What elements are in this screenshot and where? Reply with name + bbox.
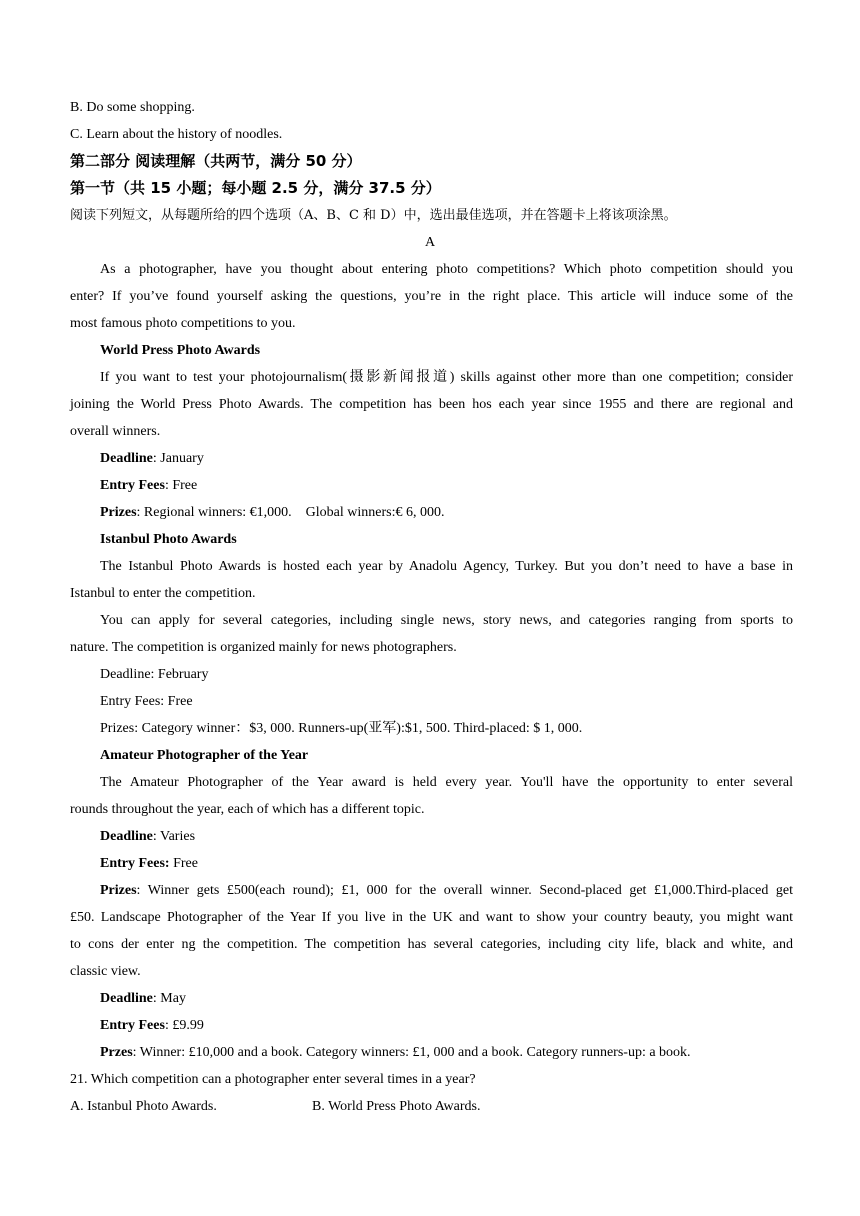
value: : Varies (152, 829, 196, 844)
section1-heading: 第一节（共 15 小题；每小题 2.5 分，满分 37.5 分） (70, 179, 441, 197)
value: : May (152, 991, 186, 1006)
landscape-deadline (100, 990, 793, 1008)
label: Prizes (100, 505, 137, 520)
amateur-line-4: to cons der enter ng the competition. The competition has several categories, including city life, black and white, and (70, 937, 793, 952)
question-21-option-b: B. World Press Photo Awards. (312, 1099, 481, 1114)
istanbul-title: Istanbul Photo Awards (100, 532, 237, 547)
landscape-fees (100, 1017, 793, 1035)
label: Entry Fees (100, 1018, 165, 1033)
label: Przes (100, 1045, 133, 1060)
label: Deadline (100, 451, 153, 466)
label: Deadline (100, 991, 153, 1006)
value: : £9.99 (164, 1018, 204, 1033)
passage-label: A (424, 235, 436, 250)
world-press-line-3: overall winners. (70, 424, 161, 439)
label: Entry Fees: (100, 856, 170, 871)
question-21-option-a: A. Istanbul Photo Awards. (70, 1099, 217, 1114)
instructions: 阅读下列短文，从每题所给的四个选项（A、B、C 和 D）中，选出最佳选项，并在答题卡上将该项涂黑。 (70, 208, 677, 223)
istanbul-line-4: nature. The competition is organized mainly for news photographers. (70, 640, 457, 655)
label: Deadline (100, 829, 153, 844)
value: : Free (164, 478, 198, 493)
label: Prizes (100, 883, 137, 898)
amateur-fees (100, 855, 793, 873)
intro-line-1: As a photographer, have you thought about entering photo competitions? Which photo competition should you (100, 262, 793, 277)
option-b-prev: B. Do some shopping. (70, 100, 195, 115)
landscape-prizes (100, 1044, 793, 1062)
label: Entry Fees (100, 478, 165, 493)
istanbul-line-3: You can apply for several categories, including single news, story news, and categories ranging from sports to (100, 613, 793, 628)
world-press-prizes (100, 504, 793, 522)
intro-line-3: most famous photo competitions to you. (70, 316, 296, 331)
world-press-title: World Press Photo Awards (100, 343, 261, 358)
part2-heading: 第二部分 阅读理解（共两节，满分 50 分） (70, 152, 362, 170)
amateur-line-5: classic view. (70, 964, 141, 979)
world-press-line-1: If you want to test your photojournalism(摄影新闻报道) skills against other more than one competition; consider (100, 370, 793, 385)
value: : Winner gets £500(each round); £1, 000 for the overall winner. Second-placed get £1,000.Third-placed get (136, 883, 793, 898)
question-21-stem: 21. Which competition can a photographer enter several times in a year? (70, 1072, 476, 1087)
istanbul-deadline: Deadline: February (100, 667, 209, 682)
istanbul-line-1: The Istanbul Photo Awards is hosted each year by Anadolu Agency, Turkey. But you don’t need to have a base in (100, 559, 793, 574)
world-press-fees (100, 477, 793, 495)
amateur-line-1: The Amateur Photographer of the Year award is held every year. You'll have the opportunity to enter several (100, 775, 793, 790)
istanbul-fees: Entry Fees: Free (100, 694, 193, 709)
intro-line-2: enter? If you’ve found yourself asking the questions, you’re in the right place. This article will induce some of the (70, 289, 793, 304)
value: : Winner: £10,000 and a book. Category winners: £1, 000 and a book. Category runners-up: a book. (132, 1045, 691, 1060)
world-press-deadline (100, 450, 793, 468)
istanbul-prizes: Prizes: Category winner：$3, 000. Runners-up(亚军):$1, 500. Third-placed: $ 1, 000. (100, 721, 583, 736)
value: : January (152, 451, 204, 466)
option-c-prev: C. Learn about the history of noodles. (70, 127, 283, 142)
amateur-line-2: rounds throughout the year, each of which has a different topic. (70, 802, 425, 817)
istanbul-line-2: Istanbul to enter the competition. (70, 586, 256, 601)
world-press-line-2: joining the World Press Photo Awards. The competition has been hos each year since 1955 and there are regional and (70, 397, 793, 412)
value: Free (169, 856, 198, 871)
value: : Regional winners: €1,000. Global winners:€ 6, 000. (136, 505, 445, 520)
amateur-title: Amateur Photographer of the Year (100, 748, 309, 763)
amateur-line-3: £50. Landscape Photographer of the Year If you live in the UK and want to show your country beauty, you might want (70, 910, 793, 925)
amateur-prizes (100, 882, 793, 900)
amateur-deadline (100, 828, 793, 846)
